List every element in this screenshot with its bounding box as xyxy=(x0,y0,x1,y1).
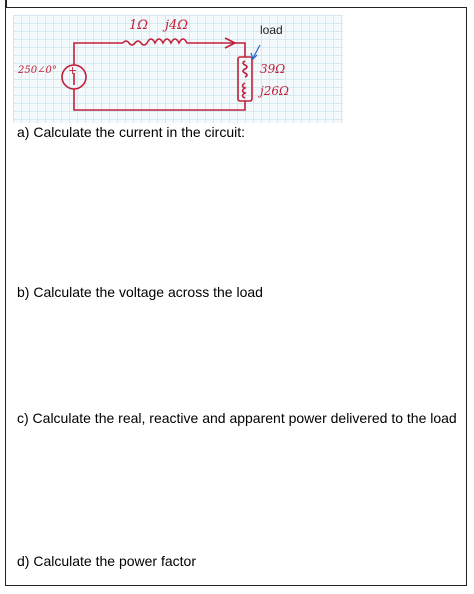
page-edge-mark xyxy=(5,0,7,7)
question-a: a) Calculate the current in the circuit: xyxy=(17,124,245,140)
load-reactance-label: j26Ω xyxy=(260,84,289,98)
load-inductor-symbol xyxy=(243,83,246,98)
question-d: d) Calculate the power factor xyxy=(17,553,196,569)
series-resistor-symbol xyxy=(123,41,147,45)
wire-bottom xyxy=(74,89,245,110)
circuit-svg xyxy=(13,15,343,123)
load-resistor-symbol xyxy=(243,61,247,77)
series-reactance-label: j4Ω xyxy=(165,18,189,33)
wire-top-left xyxy=(74,43,123,65)
series-inductor-symbol xyxy=(147,39,191,43)
source-value-label: 250∠0° xyxy=(18,65,57,76)
circuit-wires xyxy=(62,38,252,110)
load-label: load xyxy=(260,23,283,37)
wire-top-right xyxy=(191,43,245,57)
circuit-diagram xyxy=(13,15,343,123)
source-plus-sign: + xyxy=(68,64,78,77)
series-resistance-label: 1Ω xyxy=(129,18,149,33)
question-b: b) Calculate the voltage across the load xyxy=(17,284,263,300)
load-box xyxy=(238,57,252,101)
load-resistance-label: 39Ω xyxy=(260,62,286,76)
question-c: c) Calculate the real, reactive and apparent power delivered to the load xyxy=(17,410,457,426)
